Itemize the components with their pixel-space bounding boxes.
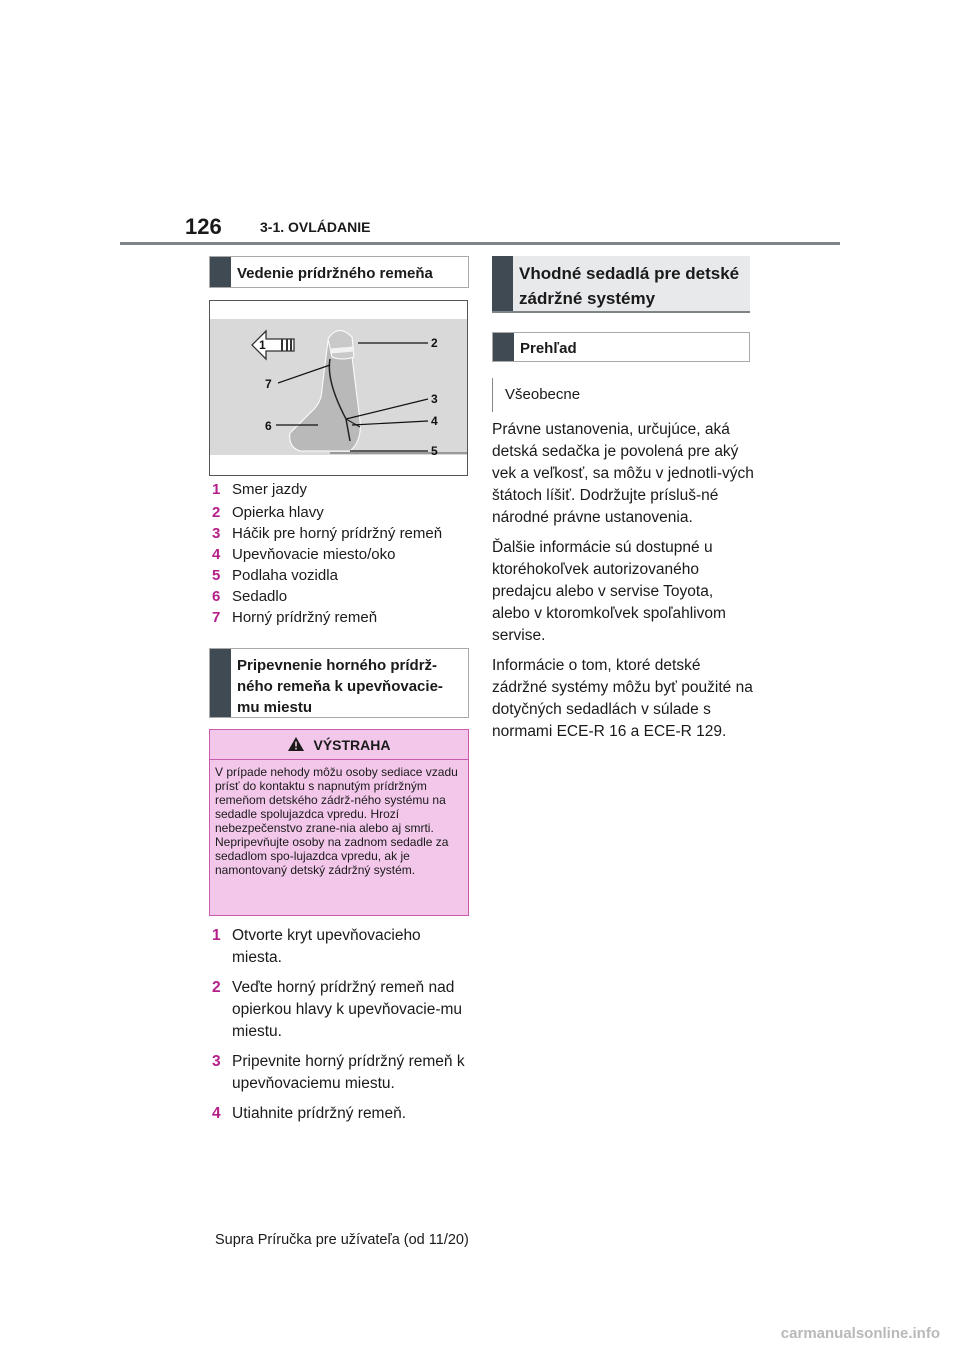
section-title: 3-1. OVLÁDANIE (260, 219, 371, 235)
heading-marker (493, 333, 514, 361)
header-divider (120, 242, 840, 245)
heading-text: Vhodné sedadlá pre detské zádržné systémy (519, 264, 740, 308)
steps-list (209, 925, 471, 1133)
paragraph: Právne ustanovenia, určujúce, aká detská sedačka je povolená pre aký vek a veľkosť, sa môžu v jednotli-vých štátoch líšiť. Dodržujte prísluš-né národné právne ustanovenia. (492, 421, 754, 526)
legend-item: 1 Smer jazdy (212, 481, 308, 498)
warning-title: VÝSTRAHA (210, 736, 468, 753)
legend-item: 6 Sedadlo (212, 588, 288, 605)
legend-item: 2 Opierka hlavy (212, 504, 324, 521)
heading-overview (492, 332, 750, 362)
heading-tether-routing (209, 256, 469, 288)
figure-label-7: 7 (265, 377, 272, 391)
figure-label-4: 4 (431, 414, 438, 428)
step-item: 1 Otvorte kryt upevňovacieho miesta. (212, 927, 421, 966)
figure-label-2: 2 (431, 336, 438, 350)
step-item: 2 Veďte horný prídržný remeň nad opierkou hlavy k upevňovacie-mu miestu. (212, 979, 463, 1040)
heading-text: Vedenie prídržného remeňa (237, 265, 433, 282)
heading-marker (492, 256, 513, 311)
warning-text: V prípade nehody môžu osoby sediace vzadu prísť do kontaktu s napnutým prídržným remeňom detského zádrž-ného systému na sedadle spolujazdca vpredu. Hrozí nebezpečenstvo zrane-nia alebo aj smrti. Nepripevňujte osoby na zadnom sedadle za sedadlom spo-lujazdca vpredu, ak je namontovaný detský zádržný systém. (215, 765, 458, 877)
figure-label-6: 6 (265, 419, 272, 433)
watermark: carmanualsonline.info (780, 1325, 940, 1342)
paragraph: Ďalšie informácie sú dostupné u ktoréhokoľvek autorizovaného predajcu alebo v servise Toyota, alebo v ktoromkoľvek spoľahlivom servise. (492, 539, 726, 644)
figure-label-5: 5 (431, 444, 438, 458)
seat-tether-figure (209, 300, 468, 476)
right-body (492, 419, 754, 751)
paragraph: Informácie o tom, ktoré detské zádržné systémy môžu byť použité na dotyčných sedadlách v súlade s normami ECE-R 16 a ECE-R 129. (492, 657, 753, 740)
heading-marker (210, 257, 231, 287)
figure-legend (209, 479, 471, 628)
subsection-general: Všeobecne (492, 378, 750, 412)
heading-text: Prehľad (520, 340, 577, 357)
legend-item: 4 Upevňovacie miesto/oko (212, 546, 396, 563)
heading-text: Pripevnenie horného prídrž-ného remeňa k upevňovacie-mu miestu (237, 657, 443, 716)
warning-divider (210, 759, 468, 760)
figure-label-1: 1 (259, 338, 266, 352)
warning-box (209, 729, 469, 916)
heading-marker (210, 649, 231, 717)
step-item: 4 Utiahnite prídržný remeň. (212, 1105, 407, 1122)
seat-illustration (210, 301, 467, 475)
warning-icon (287, 736, 305, 752)
figure-label-3: 3 (431, 392, 438, 406)
legend-item: 5 Podlaha vozidla (212, 567, 338, 584)
legend-item: 3 Háčik pre horný prídržný remeň (212, 525, 443, 542)
step-item: 3 Pripevnite horný prídržný remeň k upevňovaciemu miestu. (212, 1053, 465, 1092)
heading-tether-attach (209, 648, 469, 718)
heading-suitable-seats (492, 256, 750, 313)
page-number: 126 (185, 214, 222, 239)
legend-item: 7 Horný prídržný remeň (212, 609, 378, 626)
footer-text: Supra Príručka pre užívateľa (od 11/20) (215, 1232, 469, 1248)
